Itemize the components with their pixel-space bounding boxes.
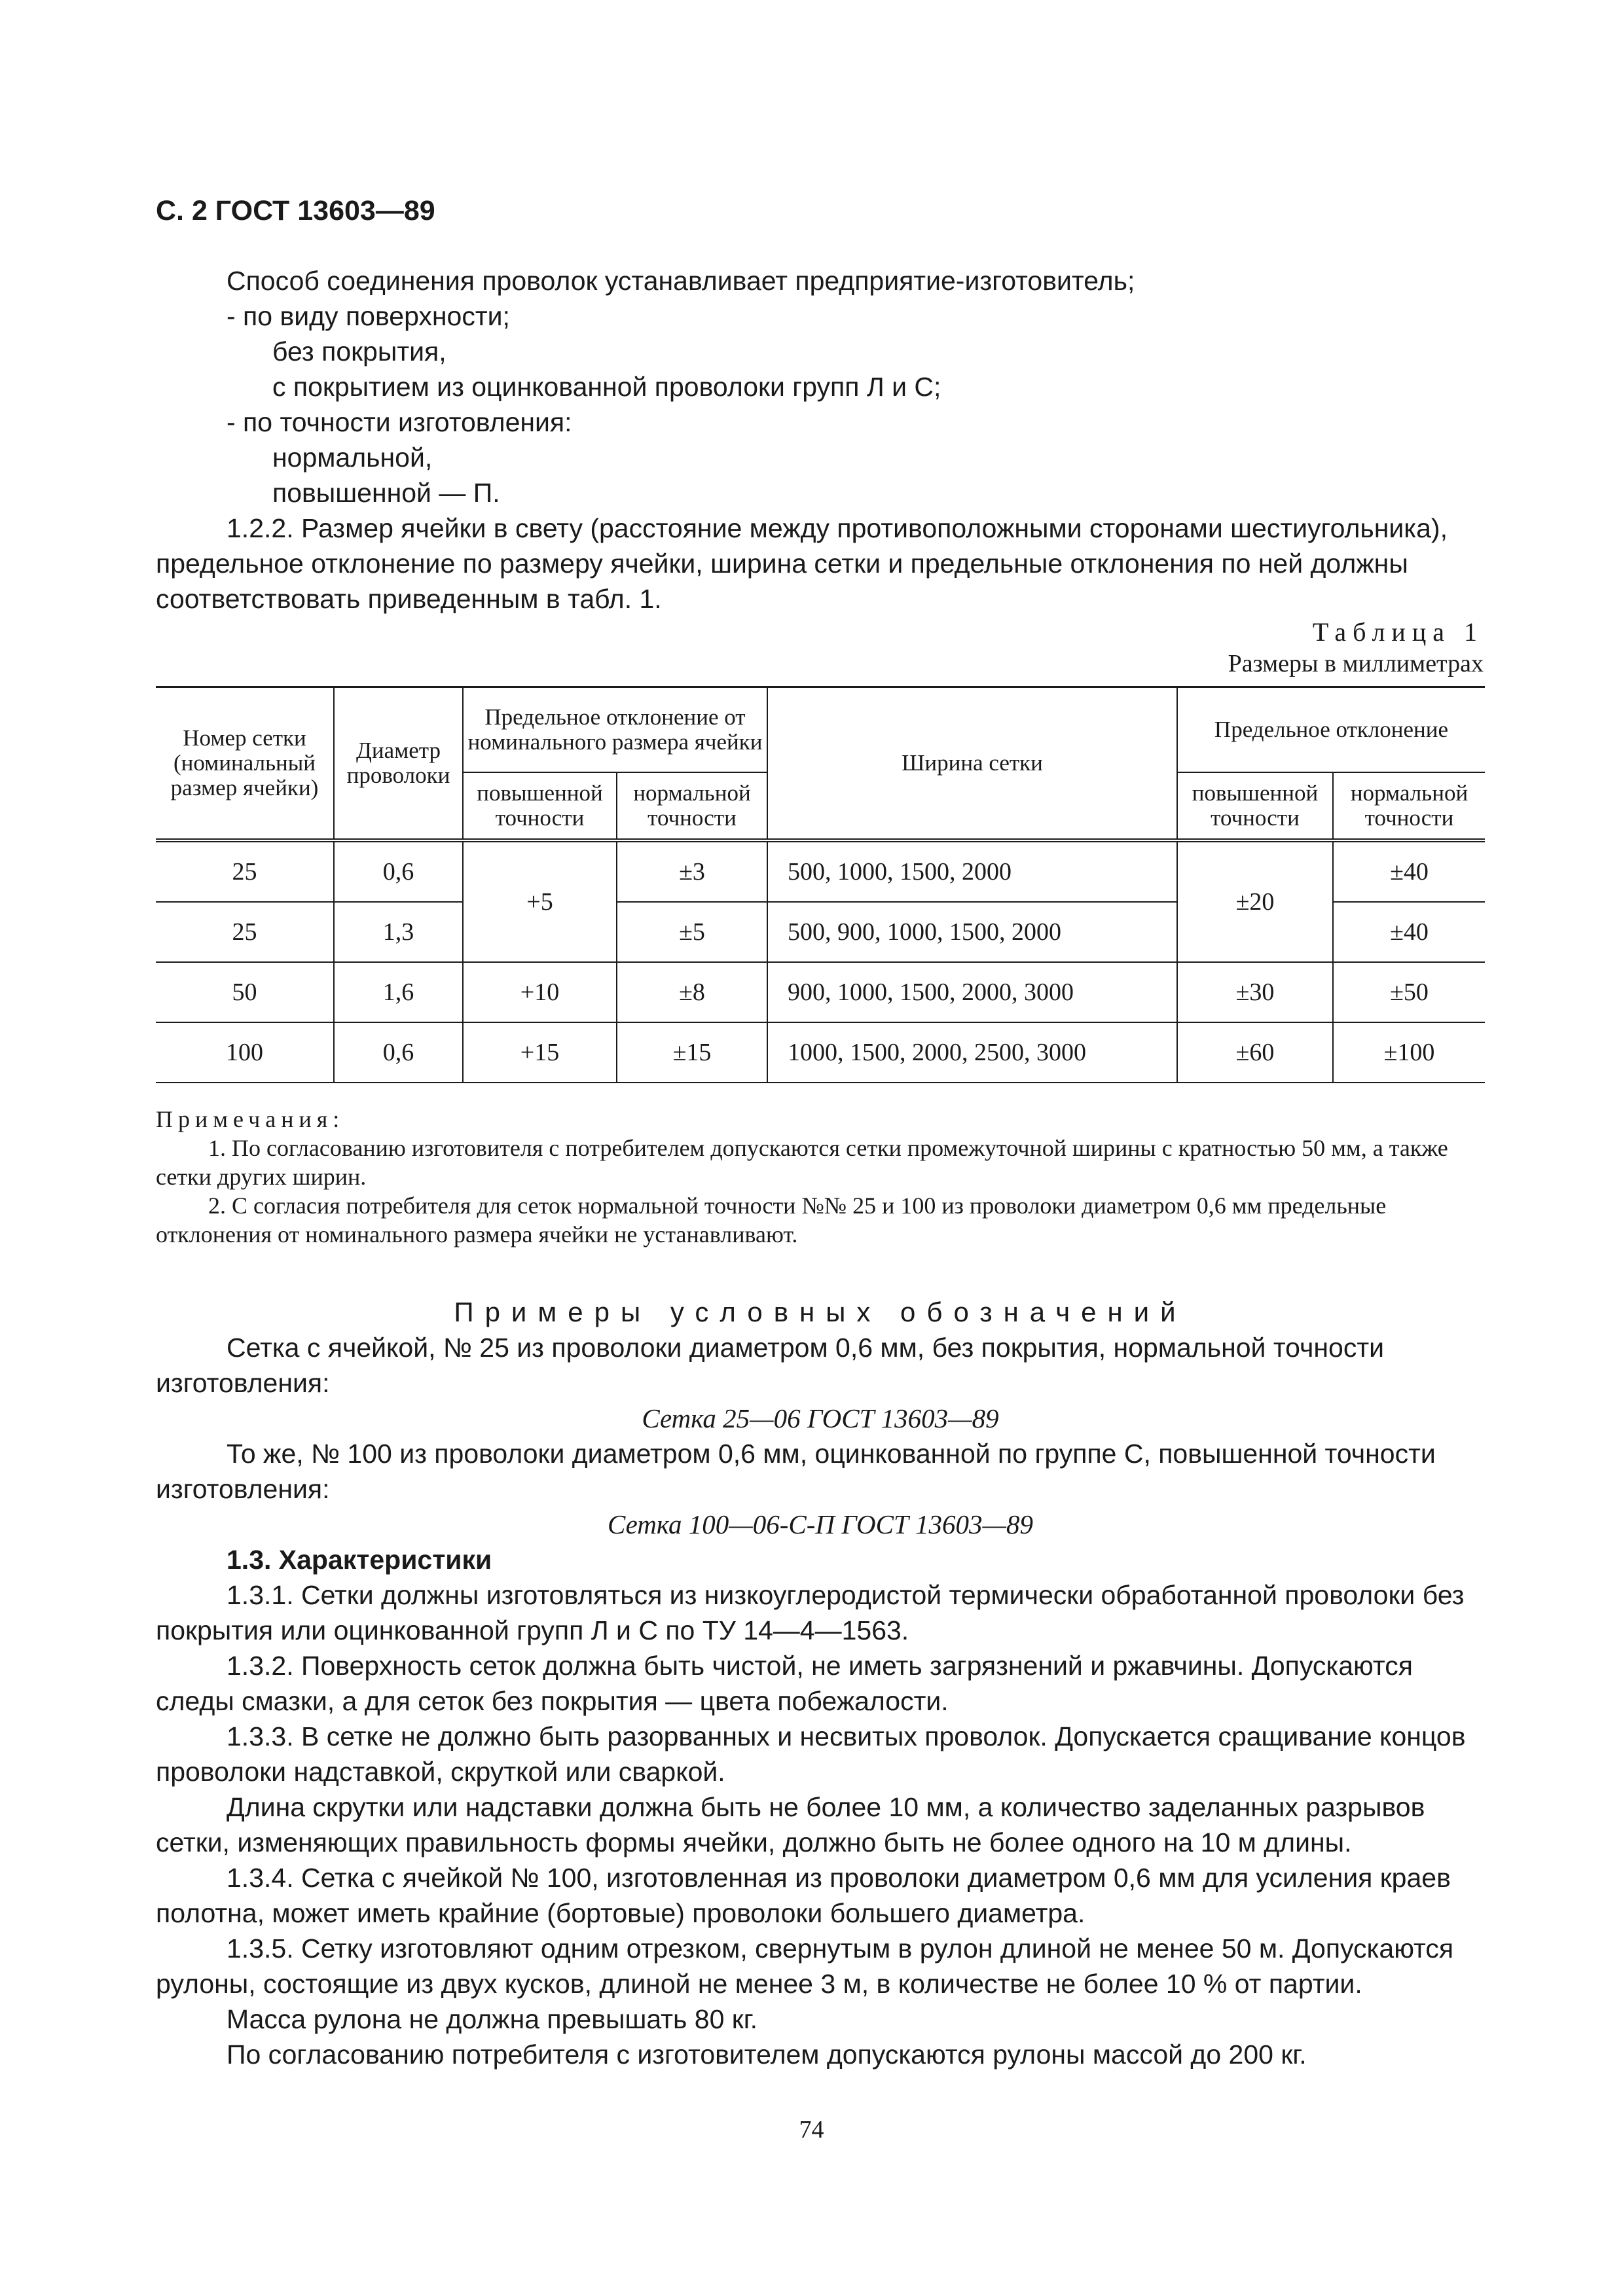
intro-line: Способ соединения проволок устанавливает предприятие-изготовитель; — [227, 266, 1135, 296]
cell-width-deviation-high: ±60 — [1177, 1022, 1333, 1083]
paragraph: 1.3.5. Сетку изготовляют одним отрезком, свернутым в рулон длиной не менее 50 м. Допускаются рулоны, состоящие из двух кусков, длиной не менее 3 м, в количестве не более 10 % от партии. — [156, 1933, 1454, 1999]
cell-width-deviation-normal: ±50 — [1333, 962, 1485, 1022]
note-item — [156, 1134, 1485, 1191]
cell-mesh-number: 50 — [156, 962, 334, 1022]
intro-line: - по точности изготовления: — [227, 407, 572, 437]
cell-mesh-width: 1000, 1500, 2000, 2500, 3000 — [767, 1022, 1177, 1083]
paragraph: 1.3.2. Поверхность сеток должна быть чистой, не иметь загрязнений и ржавчины. Допускаются следы смазки, а для сеток без покрытия — цвета побежалости. — [156, 1651, 1413, 1716]
cell-width-deviation-high: ±20 — [1177, 840, 1333, 962]
notes-title: Примечания: — [156, 1106, 345, 1132]
paragraph: 1.3.3. В сетке не должно быть разорванных и несвитых проволок. Допускается сращивание концов проволоки надставкой, скруткой или сваркой. — [156, 1721, 1466, 1787]
header-cell-normal-precision: нормальной точности — [617, 772, 767, 840]
paragraph: 1.2.2. Размер ячейки в свету (расстояние между противоположными сторонами шестиугольника), предельное отклонение по размеру ячейки, ширина сетки и предельные отклонения по ней должны соответствовать приведенным в табл. 1. — [156, 513, 1448, 614]
table-units: Размеры в миллиметрах — [1228, 650, 1484, 677]
note-text: 2. С согласия потребителя для сеток нормальной точности №№ 25 и 100 из проволоки диаметром 0,6 мм предельные отклонения от номинального размера ячейки не устанавливают. — [156, 1193, 1387, 1247]
table-row — [156, 1022, 1485, 1083]
paragraph: По согласованию потребителя с изготовителем допускаются рулоны массой до 200 кг. — [227, 2039, 1307, 2070]
paragraph: Длина скрутки или надставки должна быть не более 10 мм, а количество заделанных разрывов сетки, изменяющих правильность формы ячейки, должно быть не более одного на 10 м длины. — [156, 1792, 1425, 1857]
header-wire-diameter: Диаметр проволоки — [334, 687, 463, 841]
examples-title: Примеры условных обозначений — [454, 1297, 1187, 1327]
cell-mesh-width: 500, 900, 1000, 1500, 2000 — [767, 902, 1177, 962]
paragraph: 1.3.4. Сетка с ячейкой № 100, изготовленная из проволоки диаметром 0,6 мм для усиления краев полотна, может иметь крайние (бортовые) проволоки большего диаметра. — [156, 1863, 1451, 1928]
cell-width-deviation-normal: ±100 — [1333, 1022, 1485, 1083]
note-text: 1. По согласованию изготовителя с потребителем допускаются сетки промежуточной ширины с кратностью 50 мм, а также сетки других ширин. — [156, 1135, 1448, 1190]
example-text: То же, № 100 из проволоки диаметром 0,6 мм, оцинкованной по группе С, повышенной точности изготовления: — [156, 1439, 1436, 1504]
cell-deviation-high: +5 — [463, 840, 617, 962]
cell-deviation-high: +15 — [463, 1022, 617, 1083]
intro-line: - по виду поверхности; — [227, 301, 510, 331]
cell-wire-diameter: 0,6 — [334, 840, 463, 902]
cell-deviation-normal: ±3 — [617, 840, 767, 902]
cell-mesh-width: 900, 1000, 1500, 2000, 3000 — [767, 962, 1177, 1022]
cell-mesh-number: 100 — [156, 1022, 334, 1083]
header-width-deviation: Предельное отклонение — [1177, 687, 1485, 773]
header-cell-deviation: Предельное отклонение от номинального размера ячейки — [463, 687, 767, 773]
note-item — [156, 1191, 1485, 1249]
header-cell-high-precision: повышенной точности — [463, 772, 617, 840]
cell-width-deviation-normal: ±40 — [1333, 840, 1485, 902]
intro-line: нормальной, — [272, 442, 433, 473]
table-label: Таблица 1 — [1312, 617, 1484, 647]
cell-deviation-normal: ±5 — [617, 902, 767, 962]
cell-mesh-number: 25 — [156, 902, 334, 962]
cell-width-deviation-normal: ±40 — [1333, 902, 1485, 962]
notes-block — [156, 1105, 1485, 1249]
cell-width-deviation-high: ±30 — [1177, 962, 1333, 1022]
cell-deviation-high: +10 — [463, 962, 617, 1022]
table-row — [156, 962, 1485, 1022]
table-row — [156, 840, 1485, 902]
cell-deviation-normal: ±15 — [617, 1022, 767, 1083]
paragraph: Масса рулона не должна превышать 80 кг. — [227, 2004, 758, 2034]
page-header: С. 2 ГОСТ 13603—89 — [156, 195, 435, 226]
page-number: 74 — [799, 2116, 824, 2144]
dimensions-table — [156, 686, 1485, 1083]
header-width-high-precision: повышенной точности — [1177, 772, 1333, 840]
cell-wire-diameter: 1,6 — [334, 962, 463, 1022]
cell-deviation-normal: ±8 — [617, 962, 767, 1022]
header-width-normal-precision: нормальной точности — [1333, 772, 1485, 840]
example-designation: Сетка 25—06 ГОСТ 13603—89 — [642, 1403, 999, 1433]
intro-block — [156, 263, 1485, 617]
header-mesh-width: Ширина сетки — [767, 687, 1177, 841]
paragraph: 1.3.1. Сетки должны изготовляться из низкоуглеродистой термически обработанной проволоки без покрытия или оцинкованной групп Л и С по ТУ 14—4—1563. — [156, 1580, 1465, 1645]
section-title: 1.3. Характеристики — [227, 1545, 492, 1575]
cell-wire-diameter: 1,3 — [334, 902, 463, 962]
intro-line: с покрытием из оцинкованной проволоки групп Л и С; — [272, 372, 941, 402]
examples-block — [156, 1295, 1485, 2072]
example-designation: Сетка 100—06-С-П ГОСТ 13603—89 — [607, 1509, 1033, 1539]
header-mesh-number: Номер сетки (номинальный размер ячейки) — [156, 687, 334, 841]
intro-line: повышенной — П. — [272, 478, 500, 508]
intro-line: без покрытия, — [272, 336, 447, 367]
example-text: Сетка с ячейкой, № 25 из проволоки диаметром 0,6 мм, без покрытия, нормальной точности изготовления: — [156, 1333, 1385, 1398]
cell-mesh-number: 25 — [156, 840, 334, 902]
cell-mesh-width: 500, 1000, 1500, 2000 — [767, 840, 1177, 902]
cell-wire-diameter: 0,6 — [334, 1022, 463, 1083]
